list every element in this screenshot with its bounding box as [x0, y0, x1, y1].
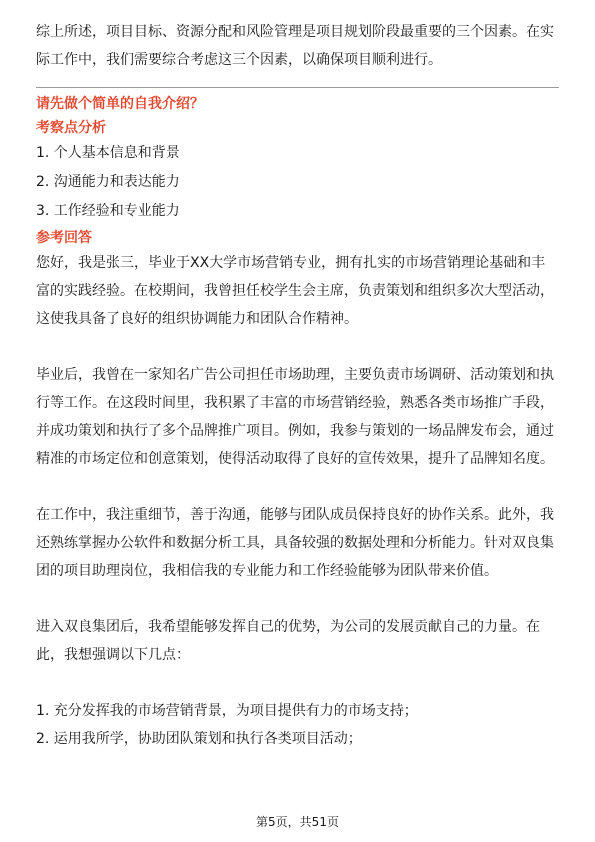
section-divider [36, 87, 559, 88]
answer-paragraph: 进入双良集团后，我希望能够发挥自己的优势，为公司的发展贡献自己的力量。在此，我想强调以下几点： [36, 619, 540, 663]
answer-paragraph: 您好，我是张三，毕业于XX大学市场营销专业，拥有扎实的市场营销理论基础和丰富的实践经验。在校期间，我曾担任校学生会主席，负责策划和组织多次大型活动，这使我具备了良好的组织协调能力和团队合作精神。 [36, 255, 554, 327]
answer-paragraph: 毕业后，我曾在一家知名广告公司担任市场助理，主要负责市场调研、活动策划和执行等工作。在这段时间里，我积累了丰富的市场营销经验，熟悉各类市场推广手段，并成功策划和执行了多个品牌推广项目。例如，我参与策划的一场品牌发布会，通过精准的市场定位和创意策划，使得活动取得了良好的宣传效果，提升了品牌知名度。 [36, 367, 554, 467]
answer-paragraph: 在工作中，我注重细节，善于沟通，能够与团队成员保持良好的协作关系。此外，我还熟练掌握办公软件和数据分析工具，具备较强的数据处理和分析能力。针对双良集团的项目助理岗位，我相信我的专业能力和工作经验能够为团队带来价值。 [36, 507, 554, 579]
list-item: 2. 运用我所学，协助团队策划和执行各类项目活动； [36, 731, 362, 747]
page-footer: 第5页，共51页 [256, 815, 339, 829]
intro-paragraph: 综上所述，项目目标、资源分配和风险管理是项目规划阶段最重要的三个因素。在实际工作中，我们需要综合考虑这三个因素，以确保项目顺利进行。 [36, 24, 554, 68]
answer-title: 参考回答 [36, 230, 92, 246]
point-item: 1. 个人基本信息和背景 [36, 145, 180, 161]
list-item: 1. 充分发挥我的市场营销背景，为项目提供有力的市场支持； [36, 703, 418, 719]
point-item: 3. 工作经验和专业能力 [36, 203, 180, 219]
points-title: 考察点分析 [36, 120, 106, 136]
question-heading: 请先做个简单的自我介绍？ [36, 96, 204, 112]
document-page [36, 18, 559, 753]
point-item: 2. 沟通能力和表达能力 [36, 174, 180, 190]
